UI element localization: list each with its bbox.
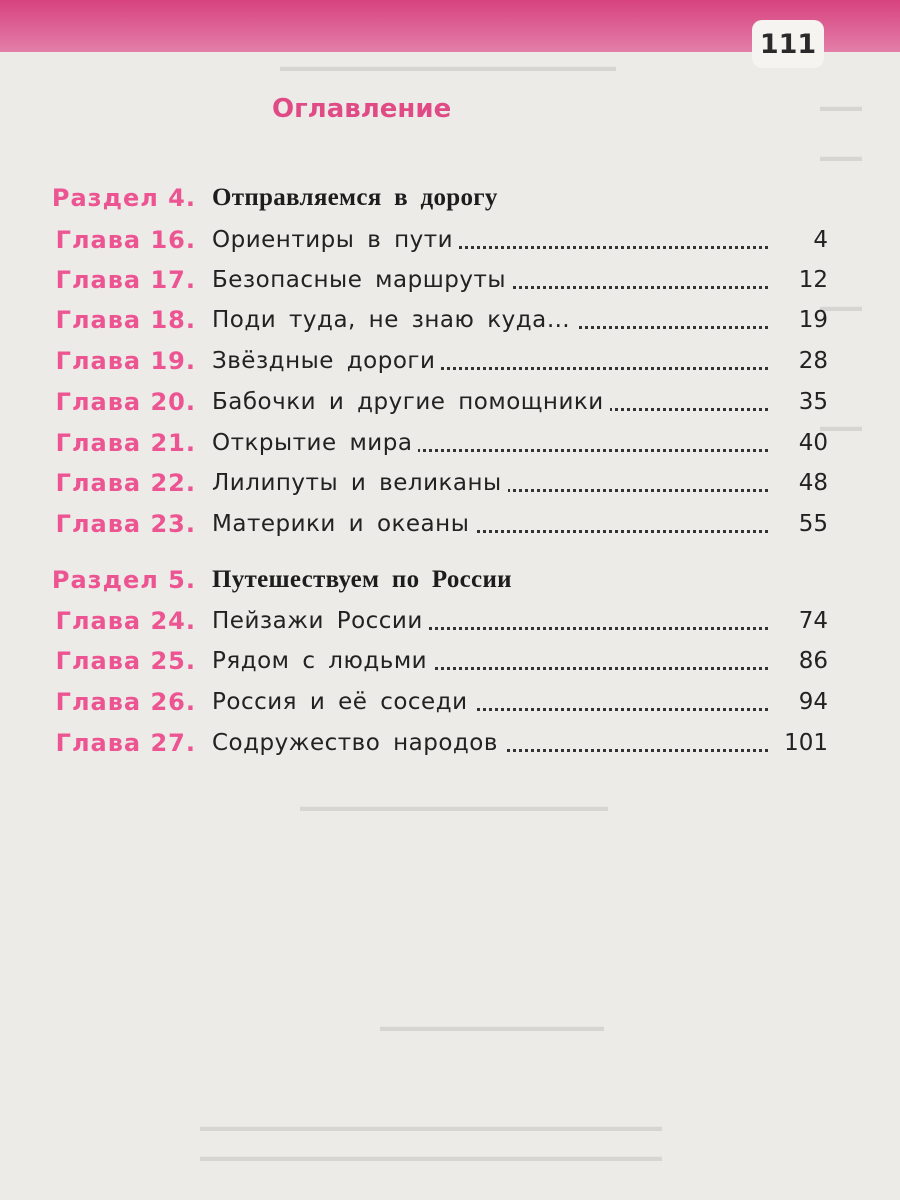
toc-entry[interactable] <box>0 220 900 260</box>
chapter-label: Глава 23. <box>55 510 196 538</box>
chapter-title: Ориентиры в пути <box>212 220 768 260</box>
toc-entry[interactable] <box>0 682 900 722</box>
toc-entry[interactable] <box>0 341 900 381</box>
chapter-label: Глава 19. <box>55 347 196 375</box>
toc-entry[interactable] <box>0 382 900 422</box>
chapter-title: Бабочки и другие помощники <box>212 382 768 422</box>
chapter-label: Глава 21. <box>55 429 196 457</box>
chapter-label: Глава 16. <box>55 226 196 254</box>
section-label: Раздел 5. <box>51 566 196 594</box>
chapter-title: Лилипуты и великаны <box>212 463 768 503</box>
section-heading <box>0 560 900 600</box>
chapter-label: Глава 27. <box>55 729 196 757</box>
chapter-title: Пейзажи России <box>212 601 768 641</box>
chapter-title: Открытие мира <box>212 423 768 463</box>
page-ref: 86 <box>798 648 828 674</box>
contents-title: Оглавление <box>272 94 452 124</box>
page-ref: 28 <box>798 348 828 374</box>
page-ref: 48 <box>798 470 828 496</box>
page-number: 111 <box>752 20 824 68</box>
toc-entry[interactable] <box>0 723 900 763</box>
chapter-title: Рядом с людьми <box>212 641 768 681</box>
chapter-title: Содружество народов <box>212 723 768 763</box>
page-ref: 74 <box>798 608 828 634</box>
toc-entry[interactable] <box>0 300 900 340</box>
toc-entry[interactable] <box>0 504 900 544</box>
page-ref: 35 <box>798 389 828 415</box>
chapter-label: Глава 17. <box>55 266 196 294</box>
section-label: Раздел 4. <box>51 184 196 212</box>
chapter-label: Глава 26. <box>55 688 196 716</box>
page-ref: 40 <box>798 430 828 456</box>
section-title: Путешествуем по России <box>212 566 512 593</box>
chapter-label: Глава 18. <box>55 306 196 334</box>
chapter-label: Глава 24. <box>55 607 196 635</box>
chapter-title: Звёздные дороги <box>212 341 768 381</box>
page-ref: 55 <box>798 511 828 537</box>
page-ref: 94 <box>798 689 828 715</box>
toc-entry[interactable] <box>0 601 900 641</box>
toc-entry[interactable] <box>0 260 900 300</box>
page-ref: 12 <box>798 267 828 293</box>
chapter-title: Безопасные маршруты <box>212 260 768 300</box>
page-ref: 101 <box>784 730 828 756</box>
chapter-title: Россия и её соседи <box>212 682 768 722</box>
chapter-label: Глава 20. <box>55 388 196 416</box>
section-title: Отправляемся в дорогу <box>212 184 498 211</box>
section-heading <box>0 178 900 218</box>
chapter-label: Глава 25. <box>55 647 196 675</box>
page-ref: 4 <box>813 227 828 253</box>
chapter-label: Глава 22. <box>55 469 196 497</box>
toc-entry[interactable] <box>0 423 900 463</box>
chapter-title: Поди туда, не знаю куда… <box>212 300 768 340</box>
chapter-title: Материки и океаны <box>212 504 768 544</box>
page-ref: 19 <box>798 307 828 333</box>
toc-entry[interactable] <box>0 641 900 681</box>
toc-entry[interactable] <box>0 463 900 503</box>
